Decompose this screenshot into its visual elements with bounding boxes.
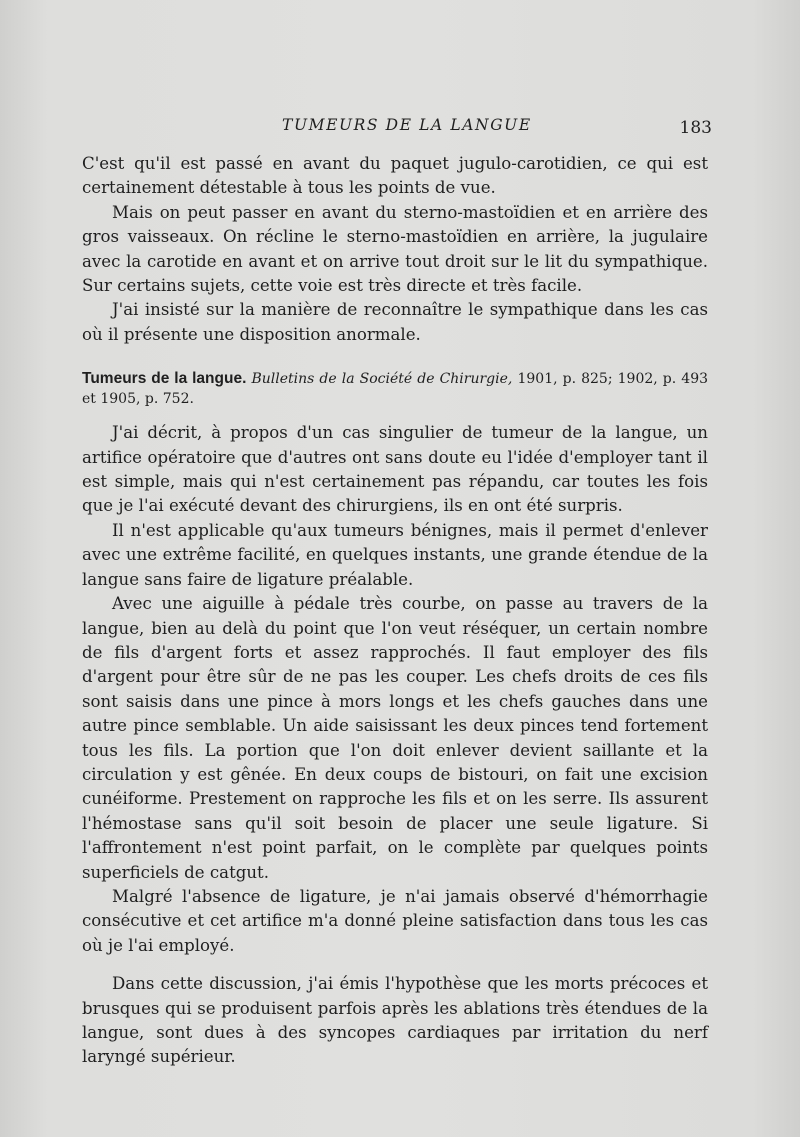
paragraph: Avec une aiguille à pédale très courbe, on passe au travers de la langue, bien au delà du point que l'on veut réséquer, un certain nombre de fils d'argent forts et assez rapprochés. Il faut employer des fils d'argent pour être sûr de ne pas les couper. Les chefs droits de ces fils sont saisis dans une pince à mors longs et les chefs gauches dans une autre pince semblable. Un aide saisissant les deux pinces tend fortement tous les fils. La portion que l'on doit enlever devient saillante et la circulation y est gênée. En deux coups de bistouri, on fait une excision cunéiforme. Prestement on rapproche les fils et on les serre. Ils assurent l'hémostase sans qu'il soit besoin de placer une seule ligature. Si l'affrontement n'est point parfait, on le complète par quelques points superficiels de catgut. <box>82 594 708 882</box>
paragraph: J'ai insisté sur la manière de reconnaître le sympathique dans les cas où il présente une disposition anormale. <box>82 300 708 344</box>
paragraph: Il n'est applicable qu'aux tumeurs bénignes, mais il permet d'enlever avec une extrême facilité, en quelques instants, une grande étendue de la langue sans faire de ligature préalable. <box>82 520 708 589</box>
paragraph: C'est qu'il est passé en avant du paquet jugulo-carotidien, ce qui est certainement détestable à tous les points de vue. <box>82 154 708 198</box>
entry-details: 1901, p. 825; 1902, p. 493 et 1905, p. 752. <box>82 371 709 408</box>
entry-reference: Bulletins de la Société de Chirurgie, <box>251 371 513 388</box>
entry-title: Tumeurs de la langue. <box>82 370 247 388</box>
paragraph: Mais on peut passer en avant du sterno-mastoïdien et en arrière des gros vaisseaux. On récline le sterno-mastoïdien en arrière, la jugulaire avec la carotide en avant et on arrive tout droit sur le lit du sympathique. Sur certains sujets, cette voie est très directe et très facile. <box>82 202 708 296</box>
paragraph: J'ai décrit, à propos d'un cas singulier de tumeur de la langue, un artifice opératoire que d'autres ont sans doute eu l'idée d'employer tant il est simple, mais qui n'est certainement pas répandu, car toutes les fois que je l'ai exécuté devant des chirurgiens, ils en ont été surpris. <box>82 423 708 516</box>
entry-heading <box>82 369 708 409</box>
paragraph: Dans cette discussion, j'ai émis l'hypothèse que les morts précoces et brusques qui se produisent parfois après les ablations très étendues de la langue, sont dues à des syncopes cardiaques par irritation du nerf laryngé supérieur. <box>82 974 708 1067</box>
body-text <box>82 152 708 1070</box>
page-header <box>82 116 712 140</box>
running-title: TUMEURS DE LA LANGUE <box>282 116 532 134</box>
paragraph: Malgré l'absence de ligature, je n'ai jamais observé d'hémorrhagie consécutive et cet artifice m'a donné pleine satisfaction dans tous les cas où je l'ai employé. <box>82 886 708 955</box>
page-number: 183 <box>679 118 712 138</box>
